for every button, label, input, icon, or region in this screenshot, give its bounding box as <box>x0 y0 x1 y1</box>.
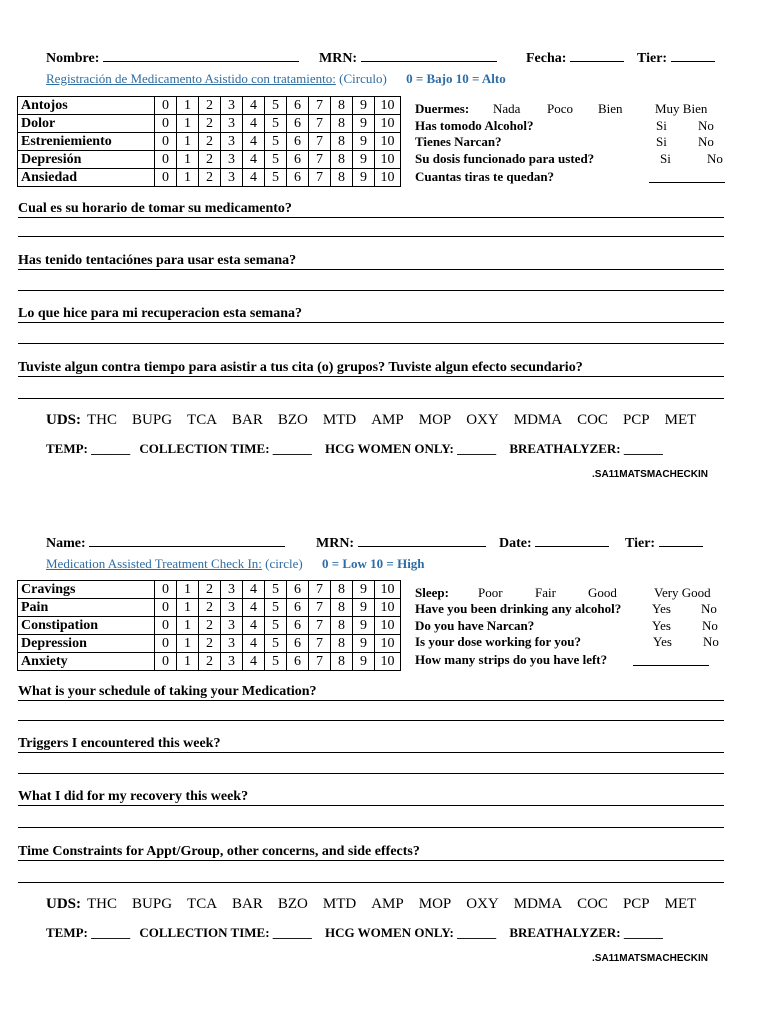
es-tier-field[interactable] <box>671 48 715 62</box>
es-collection-row <box>46 441 663 457</box>
scale-cell[interactable]: 2 <box>199 635 221 653</box>
scale-cell[interactable]: 5 <box>265 599 287 617</box>
scale-cell[interactable]: 7 <box>309 133 331 151</box>
scale-cell[interactable]: 6 <box>287 133 309 151</box>
scale-cell[interactable]: 5 <box>265 97 287 115</box>
scale-cell[interactable]: 5 <box>265 151 287 169</box>
es-uds-test-oxy[interactable]: OXY <box>466 412 499 428</box>
scale-cell[interactable]: 10 <box>375 617 401 635</box>
scale-cell[interactable]: 1 <box>177 617 199 635</box>
es-tier-label: Tier: <box>637 51 668 66</box>
en-question-constraints: Time Constraints for Appt/Group, other concerns, and side effects? <box>18 844 724 861</box>
es-answer-line[interactable] <box>18 342 724 344</box>
es-uds-test-mtd[interactable]: MTD <box>322 412 357 428</box>
es-answer-line[interactable] <box>18 397 724 399</box>
es-sleep-option[interactable]: Poco <box>547 101 573 116</box>
en-symptom-scale-table <box>17 580 401 671</box>
symptom-row <box>18 115 401 133</box>
en-name-label: Name: <box>46 536 86 551</box>
en-hcg-field[interactable]: HCG WOMEN ONLY: ______ <box>325 925 497 940</box>
scale-cell[interactable]: 2 <box>199 581 221 599</box>
scale-cell[interactable]: 7 <box>309 599 331 617</box>
scale-cell[interactable]: 6 <box>287 617 309 635</box>
scale-cell[interactable]: 9 <box>353 653 375 671</box>
symptom-label: Depresión <box>18 151 155 169</box>
es-sleep-label: Duermes: <box>415 101 470 116</box>
es-uds-test-met[interactable]: MET <box>664 412 697 428</box>
en-subtitle-main: Medication Assisted Treatment Check In: <box>46 556 262 571</box>
scale-cell[interactable]: 6 <box>287 599 309 617</box>
scale-cell[interactable]: 10 <box>375 151 401 169</box>
es-dose-yes[interactable]: Si <box>660 151 671 166</box>
es-mrn-field[interactable] <box>361 48 497 62</box>
scale-cell[interactable]: 5 <box>265 581 287 599</box>
scale-cell[interactable]: 0 <box>155 653 177 671</box>
es-answer-line[interactable] <box>18 235 724 237</box>
en-name-field[interactable] <box>89 533 285 547</box>
scale-cell[interactable]: 0 <box>155 617 177 635</box>
scale-cell[interactable]: 9 <box>353 169 375 187</box>
scale-cell[interactable]: 0 <box>155 151 177 169</box>
es-question-triggers: Has tenido tentaciónes para usar esta semana? <box>18 253 724 270</box>
es-uds-test-mdma[interactable]: MDMA <box>513 412 563 428</box>
en-uds-test-amp[interactable]: AMP <box>371 896 404 912</box>
es-name-field[interactable] <box>103 48 299 62</box>
symptom-label: Depression <box>18 635 155 653</box>
en-sleep-option[interactable]: Good <box>588 585 617 600</box>
scale-cell[interactable]: 8 <box>331 599 353 617</box>
en-answer-line[interactable] <box>18 881 724 883</box>
scale-cell[interactable]: 6 <box>287 115 309 133</box>
scale-cell[interactable]: 10 <box>375 115 401 133</box>
scale-cell[interactable]: 4 <box>243 115 265 133</box>
symptom-label: Anxiety <box>18 653 155 671</box>
en-sleep-option[interactable]: Fair <box>535 585 556 600</box>
es-hcg-field[interactable]: HCG WOMEN ONLY: ______ <box>325 441 497 456</box>
es-uds-test-amp[interactable]: AMP <box>371 412 404 428</box>
scale-cell[interactable]: 9 <box>353 115 375 133</box>
scale-cell[interactable]: 3 <box>221 133 243 151</box>
scale-cell[interactable]: 9 <box>353 151 375 169</box>
scale-cell[interactable]: 7 <box>309 115 331 133</box>
scale-cell[interactable]: 3 <box>221 581 243 599</box>
scale-cell[interactable]: 3 <box>221 617 243 635</box>
scale-cell[interactable]: 6 <box>287 635 309 653</box>
scale-cell[interactable]: 2 <box>199 169 221 187</box>
es-date-label: Fecha: <box>526 51 567 66</box>
en-uds-test-mdma[interactable]: MDMA <box>513 896 563 912</box>
scale-cell[interactable]: 5 <box>265 617 287 635</box>
scale-cell[interactable]: 7 <box>309 581 331 599</box>
es-uds-test-tca[interactable]: TCA <box>187 412 218 428</box>
scale-cell[interactable]: 4 <box>243 653 265 671</box>
es-dose-question: Su dosis funcionado para usted? <box>415 151 595 166</box>
symptom-row <box>18 151 401 169</box>
scale-cell[interactable]: 9 <box>353 635 375 653</box>
en-uds-test-met[interactable]: MET <box>664 896 697 912</box>
scale-cell[interactable]: 6 <box>287 97 309 115</box>
es-uds-test-coc[interactable]: COC <box>577 412 608 428</box>
en-tier-field[interactable] <box>659 533 703 547</box>
scale-cell[interactable]: 7 <box>309 97 331 115</box>
scale-cell[interactable]: 9 <box>353 97 375 115</box>
es-name-label: Nombre: <box>46 51 100 66</box>
scale-cell[interactable]: 9 <box>353 599 375 617</box>
es-subtitle <box>46 71 506 87</box>
en-uds-row <box>46 896 711 913</box>
scale-cell[interactable]: 10 <box>375 169 401 187</box>
en-alcohol-no[interactable]: No <box>701 601 717 616</box>
scale-cell[interactable]: 8 <box>331 169 353 187</box>
scale-cell[interactable]: 2 <box>199 599 221 617</box>
en-tier-label: Tier: <box>625 536 656 551</box>
symptom-row <box>18 169 401 187</box>
en-dose-yes[interactable]: Yes <box>653 634 672 649</box>
en-alcohol-yes[interactable]: Yes <box>652 601 671 616</box>
scale-cell[interactable]: 10 <box>375 97 401 115</box>
es-uds-test-bupg[interactable]: BUPG <box>132 412 173 428</box>
scale-cell[interactable]: 7 <box>309 151 331 169</box>
scale-cell[interactable]: 1 <box>177 653 199 671</box>
en-question-triggers: Triggers I encountered this week? <box>18 736 724 753</box>
symptom-label: Pain <box>18 599 155 617</box>
scale-cell[interactable]: 8 <box>331 581 353 599</box>
scale-cell[interactable]: 5 <box>265 115 287 133</box>
scale-cell[interactable]: 6 <box>287 169 309 187</box>
scale-cell[interactable]: 7 <box>309 169 331 187</box>
en-answer-line[interactable] <box>18 826 724 828</box>
en-sleep-option[interactable]: Very Good <box>654 585 711 600</box>
scale-cell[interactable]: 2 <box>199 653 221 671</box>
es-sleep-option[interactable]: Bien <box>598 101 623 116</box>
scale-cell[interactable]: 8 <box>331 653 353 671</box>
scale-cell[interactable]: 0 <box>155 169 177 187</box>
scale-cell[interactable]: 8 <box>331 151 353 169</box>
en-uds-test-bzo[interactable]: BZO <box>277 896 308 912</box>
scale-cell[interactable]: 3 <box>221 599 243 617</box>
scale-cell[interactable]: 1 <box>177 581 199 599</box>
es-strips-question: Cuantas tiras te quedan? <box>415 169 555 184</box>
scale-cell[interactable]: 1 <box>177 169 199 187</box>
symptom-row <box>18 133 401 151</box>
scale-cell[interactable]: 4 <box>243 133 265 151</box>
scale-cell[interactable]: 1 <box>177 115 199 133</box>
scale-cell[interactable]: 0 <box>155 97 177 115</box>
scale-cell[interactable]: 8 <box>331 133 353 151</box>
es-subtitle-hint: (Circulo) <box>339 71 387 86</box>
scale-cell[interactable]: 8 <box>331 617 353 635</box>
es-date-field[interactable] <box>570 48 624 62</box>
symptom-row <box>18 617 401 635</box>
en-dose-no[interactable]: No <box>703 634 719 649</box>
symptom-label: Ansiedad <box>18 169 155 187</box>
symptom-label: Antojos <box>18 97 155 115</box>
scale-cell[interactable]: 1 <box>177 599 199 617</box>
symptom-label: Constipation <box>18 617 155 635</box>
scale-cell[interactable]: 7 <box>309 635 331 653</box>
es-answer-line[interactable] <box>18 289 724 291</box>
scale-cell[interactable]: 2 <box>199 151 221 169</box>
scale-cell[interactable]: 10 <box>375 635 401 653</box>
es-question-recovery: Lo que hice para mi recuperacion esta semana? <box>18 306 724 323</box>
es-sleep-option[interactable]: Nada <box>493 101 521 116</box>
scale-cell[interactable]: 5 <box>265 133 287 151</box>
es-uds-row <box>46 412 711 429</box>
es-uds-test-bar[interactable]: BAR <box>232 412 263 428</box>
scale-cell[interactable]: 0 <box>155 635 177 653</box>
symptom-label: Cravings <box>18 581 155 599</box>
en-uds-test-mtd[interactable]: MTD <box>322 896 357 912</box>
scale-cell[interactable]: 2 <box>199 115 221 133</box>
symptom-row <box>18 635 401 653</box>
scale-cell[interactable]: 5 <box>265 635 287 653</box>
scale-cell[interactable]: 1 <box>177 151 199 169</box>
scale-cell[interactable]: 1 <box>177 133 199 151</box>
es-uds-test-mop[interactable]: MOP <box>418 412 452 428</box>
symptom-row <box>18 581 401 599</box>
scale-cell[interactable]: 6 <box>287 151 309 169</box>
scale-cell[interactable]: 3 <box>221 635 243 653</box>
scale-cell[interactable]: 2 <box>199 97 221 115</box>
en-uds-test-tca[interactable]: TCA <box>187 896 218 912</box>
scale-cell[interactable]: 9 <box>353 581 375 599</box>
es-mrn-label: MRN: <box>319 51 358 66</box>
scale-cell[interactable]: 0 <box>155 599 177 617</box>
scale-cell[interactable]: 10 <box>375 653 401 671</box>
en-form-code: .SA11MATSMACHECKIN <box>592 953 708 964</box>
en-strips-field[interactable] <box>633 665 709 666</box>
scale-cell[interactable]: 4 <box>243 169 265 187</box>
es-scale-legend: 0 = Bajo 10 = Alto <box>406 71 506 86</box>
es-uds-test-thc[interactable]: THC <box>87 412 118 428</box>
en-question-schedule: What is your schedule of taking your Medication? <box>18 684 724 701</box>
scale-cell[interactable]: 4 <box>243 97 265 115</box>
en-answer-line[interactable] <box>18 772 724 774</box>
scale-cell[interactable]: 10 <box>375 133 401 151</box>
scale-cell[interactable]: 3 <box>221 653 243 671</box>
es-question-schedule: Cual es su horario de tomar su medicamento? <box>18 201 724 218</box>
es-narcan-question: Tienes Narcan? <box>415 134 502 149</box>
scale-cell[interactable]: 9 <box>353 133 375 151</box>
scale-cell[interactable]: 3 <box>221 151 243 169</box>
es-alcohol-no[interactable]: No <box>698 118 714 133</box>
scale-cell[interactable]: 4 <box>243 581 265 599</box>
en-strips-question: How many strips do you have left? <box>415 652 608 667</box>
es-alcohol-question: Has tomodo Alcohol? <box>415 118 534 133</box>
es-subtitle-main: Registración de Medicamento Asistido con tratamiento: <box>46 71 336 86</box>
scale-cell[interactable]: 0 <box>155 115 177 133</box>
scale-cell[interactable]: 5 <box>265 653 287 671</box>
scale-cell[interactable]: 5 <box>265 169 287 187</box>
scale-cell[interactable]: 0 <box>155 133 177 151</box>
es-narcan-no[interactable]: No <box>698 134 714 149</box>
en-collection-time-field[interactable]: COLLECTION TIME: ______ <box>139 925 312 940</box>
scale-cell[interactable]: 1 <box>177 97 199 115</box>
symptom-label: Estreniemiento <box>18 133 155 151</box>
es-form-code: .SA11MATSMACHECKIN <box>592 469 708 480</box>
en-mrn-field[interactable] <box>358 533 486 547</box>
es-dose-no[interactable]: No <box>707 151 723 166</box>
es-uds-label: UDS: <box>46 412 82 428</box>
scale-cell[interactable]: 4 <box>243 617 265 635</box>
scale-cell[interactable]: 10 <box>375 599 401 617</box>
es-sleep-option[interactable]: Muy Bien <box>655 101 708 116</box>
symptom-label: Dolor <box>18 115 155 133</box>
scale-cell[interactable]: 8 <box>331 97 353 115</box>
symptom-row <box>18 653 401 671</box>
es-uds-test-bzo[interactable]: BZO <box>277 412 308 428</box>
en-subtitle <box>46 556 425 572</box>
en-uds-test-mop[interactable]: MOP <box>418 896 452 912</box>
symptom-row <box>18 97 401 115</box>
en-uds-test-coc[interactable]: COC <box>577 896 608 912</box>
scale-cell[interactable]: 2 <box>199 617 221 635</box>
en-uds-test-thc[interactable]: THC <box>87 896 118 912</box>
en-narcan-no[interactable]: No <box>702 618 718 633</box>
scale-cell[interactable]: 6 <box>287 653 309 671</box>
en-subtitle-hint: (circle) <box>265 556 303 571</box>
scale-cell[interactable]: 3 <box>221 97 243 115</box>
en-narcan-yes[interactable]: Yes <box>652 618 671 633</box>
symptom-row <box>18 599 401 617</box>
en-alcohol-question: Have you been drinking any alcohol? <box>415 601 622 616</box>
es-narcan-yes[interactable]: Si <box>656 134 667 149</box>
en-answer-line[interactable] <box>18 719 724 721</box>
scale-cell[interactable]: 3 <box>221 115 243 133</box>
en-temp-field[interactable]: TEMP: ______ <box>46 925 131 940</box>
es-strips-field[interactable] <box>649 182 725 183</box>
en-question-recovery: What I did for my recovery this week? <box>18 789 724 806</box>
scale-cell[interactable]: 4 <box>243 151 265 169</box>
en-scale-legend: 0 = Low 10 = High <box>321 556 425 571</box>
es-breathalyzer-field[interactable]: BREATHALYZER: ______ <box>509 441 663 456</box>
scale-cell[interactable]: 8 <box>331 115 353 133</box>
scale-cell[interactable]: 1 <box>177 635 199 653</box>
scale-cell[interactable]: 2 <box>199 133 221 151</box>
en-date-label: Date: <box>499 536 532 551</box>
es-collection-time-field[interactable]: COLLECTION TIME: ______ <box>139 441 312 456</box>
en-collection-row <box>46 925 663 941</box>
scale-cell[interactable]: 0 <box>155 581 177 599</box>
es-symptom-scale-table <box>17 96 401 187</box>
en-uds-test-bar[interactable]: BAR <box>232 896 263 912</box>
en-uds-test-pcp[interactable]: PCP <box>622 896 650 912</box>
scale-cell[interactable]: 8 <box>331 635 353 653</box>
en-uds-test-oxy[interactable]: OXY <box>466 896 499 912</box>
en-uds-label: UDS: <box>46 896 82 912</box>
es-temp-field[interactable]: TEMP: ______ <box>46 441 131 456</box>
en-date-field[interactable] <box>535 533 609 547</box>
es-uds-test-pcp[interactable]: PCP <box>622 412 650 428</box>
en-dose-question: Is your dose working for you? <box>415 634 582 649</box>
en-mrn-label: MRN: <box>316 536 355 551</box>
scale-cell[interactable]: 9 <box>353 617 375 635</box>
scale-cell[interactable]: 4 <box>243 599 265 617</box>
en-sleep-option[interactable]: Poor <box>478 585 503 600</box>
es-question-constraints: Tuviste algun contra tiempo para asistir a tus cita (o) grupos? Tuviste algun efecto secundario? <box>18 360 724 377</box>
en-breathalyzer-field[interactable]: BREATHALYZER: ______ <box>509 925 663 940</box>
en-uds-test-bupg[interactable]: BUPG <box>132 896 173 912</box>
scale-cell[interactable]: 10 <box>375 581 401 599</box>
scale-cell[interactable]: 7 <box>309 617 331 635</box>
en-narcan-question: Do you have Narcan? <box>415 618 535 633</box>
scale-cell[interactable]: 6 <box>287 581 309 599</box>
scale-cell[interactable]: 7 <box>309 653 331 671</box>
scale-cell[interactable]: 4 <box>243 635 265 653</box>
en-sleep-label: Sleep: <box>415 585 449 600</box>
es-alcohol-yes[interactable]: Si <box>656 118 667 133</box>
scale-cell[interactable]: 3 <box>221 169 243 187</box>
